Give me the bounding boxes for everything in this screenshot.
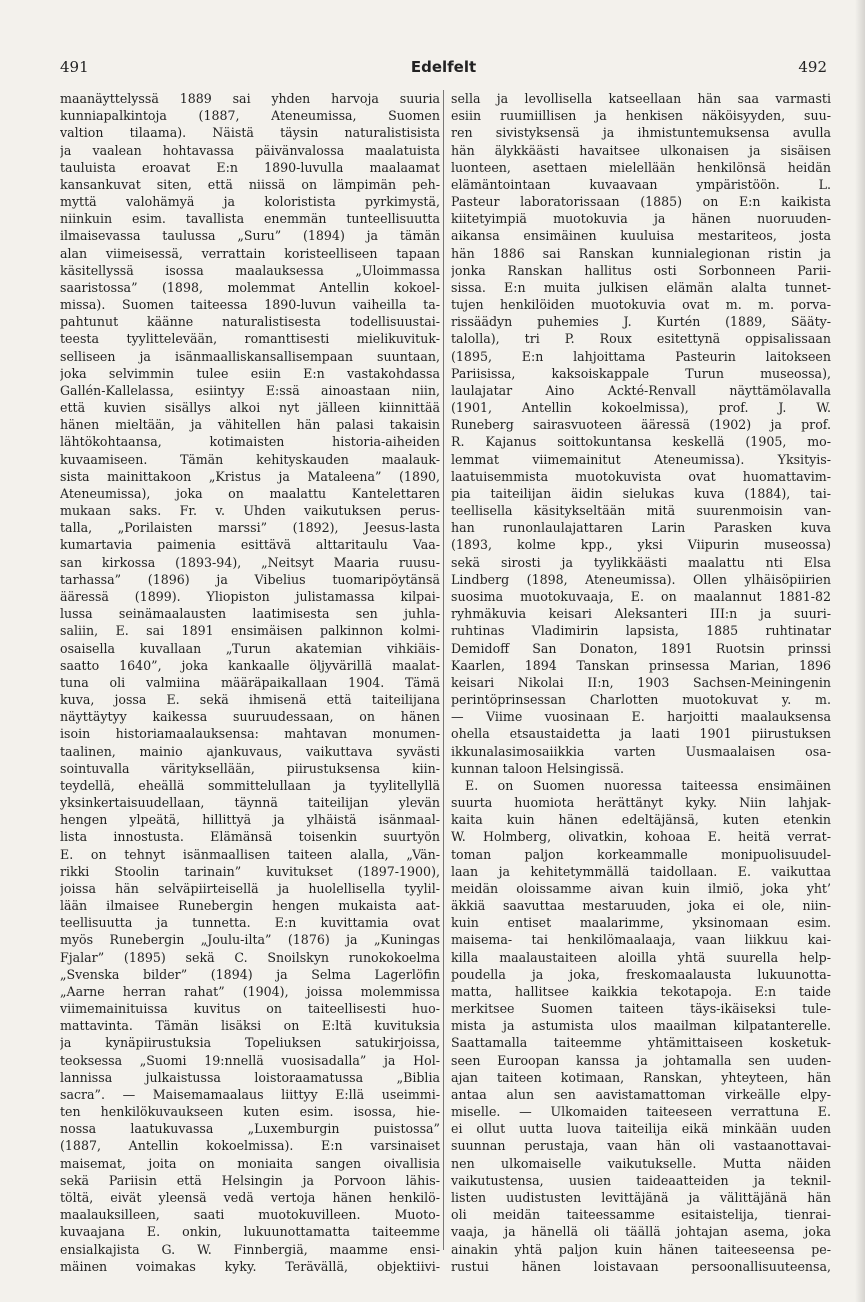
text-line: ja vaalean hohtavassa päivänvalossa maalatuista [60, 142, 440, 158]
text-line: lemmat viimemainitut Ateneumissa). Yksityis- [451, 451, 831, 467]
page-number-left: 491 [60, 58, 89, 76]
text-line: teoksessa „Suomi 19:nnellä vuosisadalla” ja Hol- [60, 1052, 440, 1068]
text-line: ei ollut uutta luova taiteilija eikä minkään uuden [451, 1121, 831, 1137]
text-line: myttä valohämyä ja koloristista pyrkimystä, [60, 194, 440, 210]
text-line: saliin, E. sai 1891 ensimäisen palkinnon kolmi- [60, 623, 440, 639]
text-line: suosima muotokuvaaja, E. on maalannut 1881-82 [451, 588, 831, 604]
text-line: miselle. — Ulkomaiden taiteeseen verrattuna E. [451, 1104, 831, 1120]
text-line: ryhmäkuvia keisari Aleksanteri III:n ja suuri- [451, 606, 831, 622]
text-line: lannissa julkaistussa loistoraamatussa „Biblia [60, 1069, 440, 1085]
text-line: Pariisissa, kaksoiskappale Turun museossa), [451, 365, 831, 381]
text-line: kuva, jossa E. sekä ihmisenä että taiteilijana [60, 692, 440, 708]
text-line: taalinen, mainio ajankuvaus, vaikuttava syvästi [60, 743, 440, 759]
text-line: maalauksilleen, saati muotokuvilleen. Muoto- [60, 1207, 440, 1223]
text-line: talla, „Porilaisten marssi” (1892), Jeesus-lasta [60, 520, 440, 536]
text-line: pahtunut käänne naturalistisesta todellisuustai- [60, 314, 440, 330]
text-line: kansankuvat siten, että niissä on lämpimän peh- [60, 176, 440, 192]
text-line: suunnan perustaja, vaan hän oli vastaanottavai- [451, 1138, 831, 1154]
text-line: rikki Stoolin tarinain” kuvitukset (1897-1900), [60, 863, 440, 879]
text-line: mattavinta. Tämän lisäksi on E:ltä kuvituksia [60, 1018, 440, 1034]
text-line: (1887, Antellin kokoelmissa). E:n varsinaiset [60, 1138, 440, 1154]
text-line: teellisuutta ja tunnetta. E:n kuvittamia ovat [60, 915, 440, 931]
text-line: ohella etsaustaidetta ja laati 1901 piirustuksen [451, 726, 831, 742]
text-line: han runonlaulajattaren Larin Parasken kuva [451, 520, 831, 536]
text-line: teesta tyylittelevään, romanttisesti mielikuvituk- [60, 331, 440, 347]
text-line: laatuisemmista muotokuvista ovat huomattavim- [451, 468, 831, 484]
text-line: hengen ylpeätä, hillittyä ja ylhäistä isänmaal- [60, 812, 440, 828]
text-line: (1895, E:n lahjoittama Pasteurin laitokseen [451, 348, 831, 364]
text-line: missa). Suomen taiteessa 1890-luvun vaiheilla ta- [60, 297, 440, 313]
text-line: töltä, eivät yleensä vedä vertoja hänen henkilö- [60, 1190, 440, 1205]
page-edge-shadow [855, 0, 865, 1302]
text-line: elämäntointaan kuvaavaan ympäristöön. L. [451, 176, 831, 192]
text-line: alan viimeisessä, verrattain koristeelliseen tapaan [60, 245, 440, 261]
text-line: lussa seinämaalausten laatimisesta sen juhla- [60, 606, 440, 622]
text-line: R. Kajanus soittokuntansa keskellä (1905, mo- [451, 434, 831, 450]
text-line: sista mainittakoon „Kristus ja Mataleena” (1890, [60, 468, 440, 484]
text-line: kumartavia paimenia esittävä alttaritaulu Vaa- [60, 537, 440, 553]
text-line: isoin historiamaalauksensa: mahtavan monumen- [60, 726, 440, 742]
text-line: Pasteur laboratorissaan (1885) on E:n kaikista [451, 194, 831, 210]
text-line: oli meidän taiteessamme esitaistelija, tienrai- [451, 1207, 831, 1223]
text-line: sekä sirosti ja tyylikkäästi maalattu nti Elsa [451, 554, 831, 570]
text-line: Demidoff San Donaton, 1891 Ruotsin prinssi [451, 640, 831, 656]
text-line: pia taiteilijan äidin sielukas kuva (1884), tai- [451, 485, 831, 501]
text-line: vaikutustensa, uusien taideaatteiden ja teknil- [451, 1172, 831, 1188]
page-number-right: 492 [798, 58, 827, 76]
text-line: luonteen, asettaen mielellään henkilönsä heidän [451, 159, 831, 175]
text-line: hän 1886 sai Ranskan kunnialegionan ristin ja [451, 245, 831, 261]
text-line: Kaarlen, 1894 Tanskan prinsessa Marian, 1896 [451, 657, 831, 673]
text-line: sacra”. — Maisemamaalaus liittyy E:llä useimmi- [60, 1086, 440, 1102]
text-line: ten henkilökuvaukseen kuten esim. isossa, hie- [60, 1104, 440, 1120]
text-line: suurta huomiota herättänyt kyky. Niin lahjak- [451, 795, 831, 811]
text-line: joka selvimmin tulee esiin E:n vastakohdassa [60, 365, 440, 381]
text-line: ren sivistyksensä ja ihmistuntemuksensa avulla [451, 125, 831, 141]
text-line: E. on tehnyt isänmaallisen taiteen alalla, „Vän- [60, 846, 440, 862]
text-line: myös Runebergin „Joulu-ilta” (1876) ja „Kuningas [60, 932, 440, 948]
text-line: ääressä (1899). Yliopiston julistamassa kilpai- [60, 588, 440, 604]
text-line: tujen henkilöiden muotokuvia ovat m. m. porva- [451, 297, 831, 313]
text-line: mukaan saks. Fr. v. Uhden vaikutuksen perus- [60, 503, 440, 519]
text-line: — Viime vuosinaan E. harjoitti maalauksensa [451, 709, 831, 725]
text-line: matta, hallitsee kaikkia tekotapoja. E:n taide [451, 983, 831, 999]
text-line: (1893, kolme kpp., yksi Viipurin museossa) [451, 537, 831, 553]
text-line: lista innostusta. Elämänsä toisenkin suurtyön [60, 829, 440, 845]
text-line: tarhassa” (1896) ja Vibelius tuomaripöytänsä [60, 571, 440, 587]
text-line: osaisella kuvallaan „Turun akatemian vihkiäis- [60, 640, 440, 656]
text-line: kuvaamiseen. Tämän kehityskauden maalauk- [60, 451, 440, 467]
text-line: „Aarne herran rahat” (1904), joissa molemmissa [60, 983, 440, 999]
text-line: mista ja astumista ulos maailman kilpatanterelle. [451, 1018, 831, 1034]
text-line: ja kynäpiirustuksia Topeliuksen satukirjoissa, [60, 1035, 440, 1051]
text-line: rustui hänen loistavaan persoonallisuuteensa, [451, 1258, 831, 1274]
text-line: jonka Ranskan hallitus osti Sorbonneen Parii- [451, 262, 831, 278]
text-line: lähtökohtaansa, kotimaisten historia-aiheiden [60, 434, 440, 450]
text-line: aikansa ensimäinen kuuluisa mestariteos, josta [451, 228, 831, 244]
text-line: maanäyttelyssä 1889 sai yhden harvoja suuria [60, 91, 440, 106]
text-line: yksinkertaisuudellaan, täynnä taiteilijan ylevän [60, 795, 440, 811]
text-line: ilmaisevassa taulussa „Suru” (1894) ja tämän [60, 228, 440, 244]
column-divider [443, 90, 444, 1250]
text-line: näyttäytyy kaikessa suuruudessaan, on hänen [60, 709, 440, 725]
text-line: kaita kuin hänen edeltäjänsä, kuten etenkin [451, 812, 831, 828]
text-line: ainakin yhtä paljon kuin hänen taiteeseensa pe- [451, 1241, 831, 1257]
text-line: san kirkossa (1893-94), „Neitsyt Maaria ruusu- [60, 554, 440, 570]
text-line: niinkuin esim. tavallista enemmän tunteellisuutta [60, 211, 440, 227]
text-line: saaristossa” (1898, molemmat Antellin kokoel- [60, 279, 440, 295]
page-header [60, 58, 827, 80]
text-line: esiin ruumiillisen ja henkisen näköisyyden, suu- [451, 108, 831, 124]
text-line: kiitetyimpiä muotokuvia ja hänen nuoruuden- [451, 211, 831, 227]
text-line: viimemainituissa kuvitus on taiteellisesti huo- [60, 1001, 440, 1017]
text-line: teellisella käsitykseltään mitä suurenmoisin van- [451, 503, 831, 519]
text-line: Runeberg sairasvuoteen ääressä (1902) ja prof. [451, 417, 831, 433]
text-line: maisema- tai henkilömaalaaja, vaan liikkuu kai- [451, 932, 831, 948]
text-line: maisemat, joita on moniaita sangen oivallisia [60, 1155, 440, 1171]
text-line: ensialkajista G. W. Finnbergiä, maamme ensi- [60, 1241, 440, 1257]
text-line: sissa. E:n muita julkisen elämän alalta tunnet- [451, 279, 831, 295]
text-line: listen uudistusten levittäjänä ja välittäjänä hän [451, 1190, 831, 1205]
text-line: Saattamalla taiteemme yhtämittaiseen kosketuk- [451, 1035, 831, 1051]
text-line: ikkunalasimosaiikkia varten Uusmaalaisen osa- [451, 743, 831, 759]
text-line: äkkiä saavuttaa mestaruuden, joka ei ole, niin- [451, 898, 831, 914]
text-line: lään ilmaisee Runebergin hengen mukaista aat- [60, 898, 440, 914]
text-line: laulajatar Aino Ackté-Renvall näyttämölavalla [451, 382, 831, 398]
text-line: että kuvien sisällys alkoi nyt jälleen kiinnittää [60, 400, 440, 416]
text-line: (1901, Antellin kokoelmissa), prof. J. W. [451, 400, 831, 416]
text-line: Fjalar” (1895) sekä C. Snoilskyn runokokoelma [60, 949, 440, 965]
text-line: meidän oloissamme aivan kuin ilmiö, joka yht’ [451, 880, 831, 896]
text-line: talolla), tri P. Roux esitettynä oppisalissaan [451, 331, 831, 347]
text-line: teydellä, eheällä sommittelullaan ja tyylitellyllä [60, 777, 440, 793]
text-line: E. on Suomen nuoressa taiteessa ensimäinen [465, 777, 831, 793]
text-line: Ateneumissa), joka on maalattu Kantelettaren [60, 485, 440, 501]
text-line: valtion tilaama). Näistä täysin naturalistisista [60, 125, 440, 141]
text-line: Gallén-Kallelassa, esiintyy E:ssä ainoastaan niin, [60, 382, 440, 398]
text-line: hänen mieltään, ja vähitellen hän palasi takaisin [60, 417, 440, 433]
text-line: rissäädyn puhemies J. Kurtén (1889, Sääty- [451, 314, 831, 330]
text-line: W. Holmberg, olivatkin, kohoaa E. heitä verrat- [451, 829, 831, 845]
text-line: antaa alun sen aavistamattoman virkeälle elpy- [451, 1086, 831, 1102]
text-line: kunniapalkintoja (1887, Ateneumissa, Suomen [60, 108, 440, 124]
text-line: mäinen voimakas kyky. Terävällä, objektiivi- [60, 1258, 440, 1274]
text-line: Lindberg (1898, Ateneumissa). Ollen ylhäisöpiirien [451, 571, 831, 587]
text-line: selliseen ja isänmaalliskansallisempaan suuntaan, [60, 348, 440, 364]
text-line: hän älykkäästi havaitsee ulkonaisen ja sisäisen [451, 142, 831, 158]
text-line: joissa hän selväpiirteisellä ja huolellisella tyylil- [60, 880, 440, 896]
text-line: seen Euroopan kanssa ja johtamalla sen uuden- [451, 1052, 831, 1068]
text-line: sella ja levollisella katseellaan hän saa varmasti [451, 91, 831, 106]
text-line: vaaja, ja hänellä oli täällä johtajan asema, joka [451, 1224, 831, 1240]
text-line: käsitellyssä isossa maalauksessa „Uloimmassa [60, 262, 440, 278]
text-line: kuvaajana E. onkin, lukuunottamatta taiteemme [60, 1224, 440, 1240]
text-line: „Svenska bilder” (1894) ja Selma Lagerlöfin [60, 966, 440, 982]
text-line: tauluista eroavat E:n 1890-luvulla maalaamat [60, 159, 440, 175]
text-line: keisari Nikolai II:n, 1903 Sachsen-Meiningenin [451, 674, 831, 690]
text-line: kuin entiset maalarimme, yksinomaan esim. [451, 915, 831, 931]
text-line: nossa laatukuvassa „Luxemburgin puistossa” [60, 1121, 440, 1137]
text-line: ajan taiteen kotimaan, Ranskan, yhteyteen, hän [451, 1069, 831, 1085]
text-line: toman paljon korkeammalle monipuolisuudel- [451, 846, 831, 862]
text-line: laan ja kehitetymmällä taidollaan. E. vaikuttaa [451, 863, 831, 879]
text-line: perintöprinsessan Charlotten muotokuvat y. m. [451, 692, 831, 708]
text-line: sekä Pariisin että Helsingin ja Porvoon lähis- [60, 1172, 440, 1188]
text-line: nen ulkomaiselle vaikutukselle. Mutta näiden [451, 1155, 831, 1171]
text-line: sointuvalla värityksellään, piirustuksensa kiin- [60, 760, 440, 776]
text-line: merkitsee Suomen taiteen täys-ikäiseksi tule- [451, 1001, 831, 1017]
right-text-column [451, 90, 831, 1275]
text-line: kunnan taloon Helsingissä. [451, 760, 625, 776]
text-line: tuna oli valmiina määräpaikallaan 1904. Tämä [60, 674, 440, 690]
left-text-column [60, 90, 440, 1275]
text-line: poudella ja joka, freskomaalausta lukuunotta- [451, 966, 831, 982]
text-line: saatto 1640”, joka kankaalle öljyvärillä maalat- [60, 657, 440, 673]
running-title: Edelfelt [410, 58, 477, 76]
text-line: killa maalaustaiteen aloilla yhtä suurella help- [451, 949, 831, 965]
text-line: ruhtinas Vladimirin lapsista, 1885 ruhtinatar [451, 623, 831, 639]
